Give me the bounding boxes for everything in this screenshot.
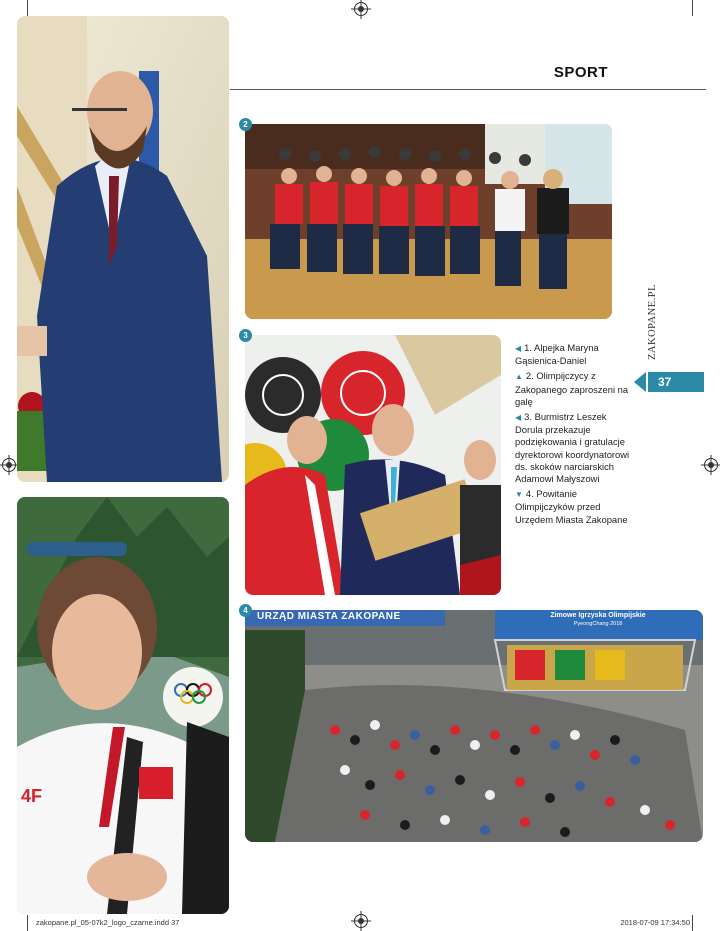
- page-number: 37: [658, 375, 672, 389]
- registration-mark: [354, 2, 368, 16]
- crop-mark: [27, 0, 28, 16]
- section-title: SPORT: [553, 64, 608, 81]
- caption-item: ◀ 1. Alpejka Maryna Gąsienica-Daniel: [515, 342, 599, 367]
- registration-mark: [704, 458, 718, 472]
- photo-skier-portrait: [17, 497, 229, 914]
- crop-mark: [692, 915, 693, 931]
- photo-number-badge: 4: [239, 604, 252, 617]
- photo-number-badge: 3: [239, 329, 252, 342]
- crop-mark: [692, 0, 693, 16]
- photo-olympians-seated: [245, 124, 612, 319]
- stage-sign: Zimowe Igrzyska Olimpijskie: [550, 612, 646, 619]
- stage-sub-sign: PyeongChang 2018: [573, 621, 623, 627]
- caption-item: ▲ 2. Olimpijczycy z Zakopanego zaproszeni na galę: [515, 370, 629, 407]
- photo-captions: [515, 342, 630, 529]
- footer-file-info: zakopane.pl_05-07k2_logo_czarne.indd 37: [36, 918, 180, 927]
- crop-mark: [27, 915, 28, 931]
- section-divider: [230, 89, 706, 90]
- footer-timestamp: 2018-07-09 17:34:50: [620, 918, 690, 927]
- site-name-vertical: ZAKOPANE.PL: [647, 284, 658, 360]
- photo-mayor-portrait: [17, 16, 229, 482]
- registration-mark: [2, 458, 16, 472]
- caption-item: ▼ 4. Powitanie Olimpijczyków przed Urzędem Miasta Zakopane: [515, 488, 628, 525]
- photo-crowd-town-hall: [245, 610, 703, 842]
- photo-number-badge: 2: [239, 118, 252, 131]
- photo-award-handover: [245, 335, 501, 595]
- registration-mark: [354, 914, 368, 928]
- caption-item: ◀ 3. Burmistrz Leszek Dorula przekazuje podziękowania i gratulacje dyrektorowi koordynatorowi ds. skoków narciarskich Adamowi Małyszowi: [515, 411, 630, 485]
- svg-text:4F: 4F: [21, 786, 43, 806]
- town-hall-sign: URZĄD MIASTA ZAKOPANE: [257, 611, 401, 622]
